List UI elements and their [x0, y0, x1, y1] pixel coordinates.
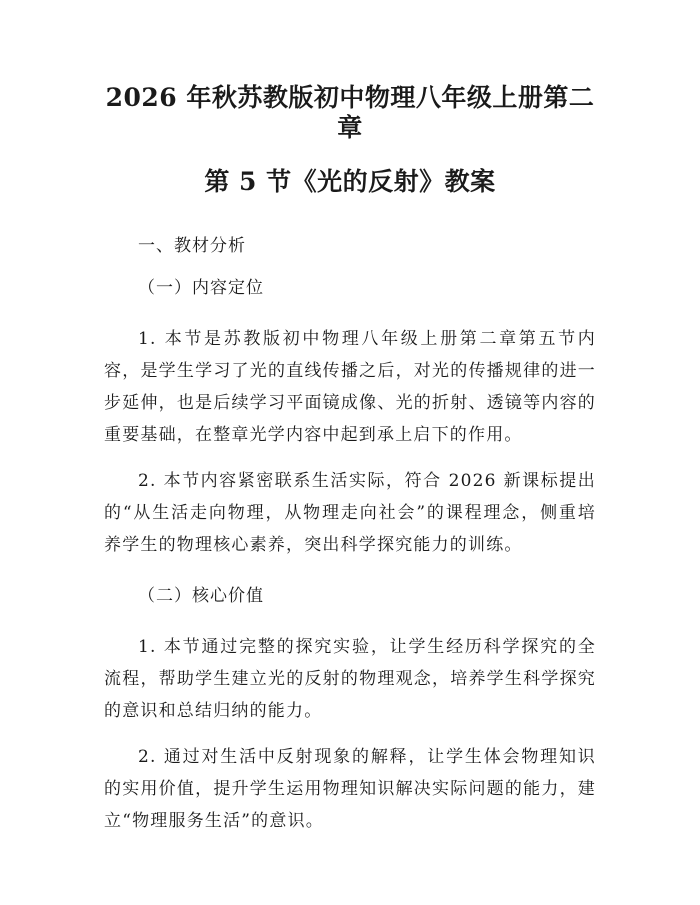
section-heading-analysis: 一、教材分析	[138, 236, 246, 256]
paragraph-positioning-1: 1. 本节是苏教版初中物理八年级上册第二章第五节内容，是学生学习了光的直线传播之后，对光的传播规律的进一步延伸，也是后续学习平面镜成像、光的折射、透镜等内容的重要基础，在整章光学内容中起到承上启下的作用。	[104, 329, 596, 445]
paragraph-positioning-2: 2. 本节内容紧密联系生活实际，符合 2026 新课标提出的“从生活走向物理，从物理走向社会”的课程理念，侧重培养学生的物理核心素养，突出科学探究能力的训练。	[104, 471, 596, 555]
document-title-line1: 2026 年秋苏教版初中物理八年级上册第二章	[105, 83, 595, 142]
document-title-line2: 第 5 节《光的反射》教案	[204, 167, 496, 196]
subsection-heading-positioning: （一）内容定位	[138, 278, 264, 298]
subsection-heading-core-value: （二）核心价值	[138, 586, 264, 606]
paragraph-core-value-2: 2. 通过对生活中反射现象的解释，让学生体会物理知识的实用价值，提升学生运用物理知识解决实际问题的能力，建立“物理服务生活”的意识。	[104, 747, 596, 831]
paragraph-core-value-1: 1. 本节通过完整的探究实验，让学生经历科学探究的全流程，帮助学生建立光的反射的物理观念，培养学生科学探究的意识和总结归纳的能力。	[104, 637, 596, 721]
